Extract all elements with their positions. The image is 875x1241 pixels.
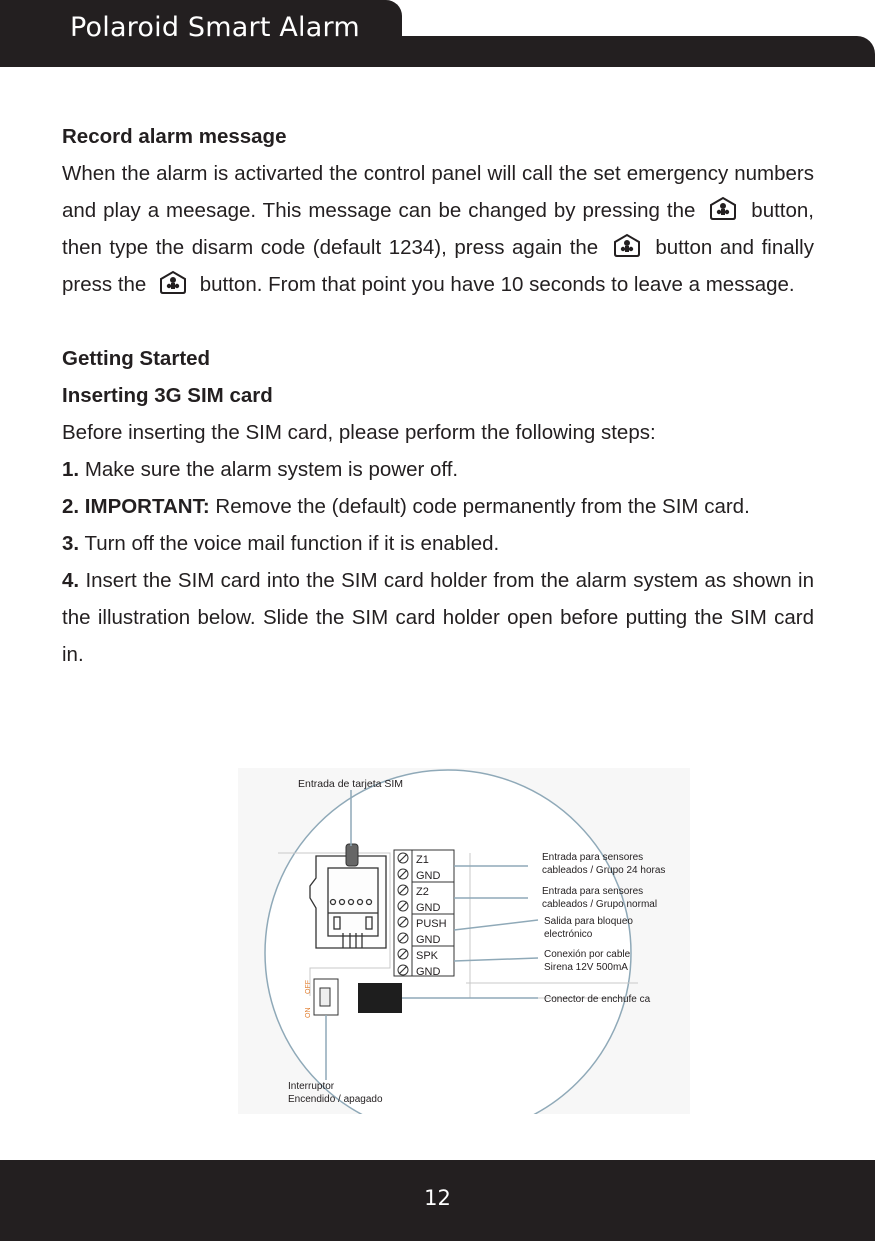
record-button-icon: [612, 232, 642, 258]
switch-label: Interruptor: [288, 1081, 335, 1092]
record-button-icon: [158, 269, 188, 295]
page-footer: [0, 1160, 875, 1241]
record-text-4: button. From that point you have 10 seconds to leave a message.: [199, 273, 795, 296]
record-text-1: When the alarm is activarted the control panel will call the set emergency numbers and play a meesage. This message can be changed by pressing the: [62, 162, 814, 222]
callout-label: cableados / Grupo 24 horas: [542, 865, 666, 876]
sim-diagram: [238, 768, 690, 1114]
step-text: Turn off the voice mail function if it is enabled.: [84, 532, 500, 555]
callout-label: electrónico: [544, 929, 593, 940]
step-number: 1.: [62, 458, 80, 481]
record-paragraph: [62, 155, 814, 303]
terminal-label: Z1: [416, 854, 429, 866]
step-text: Make sure the alarm system is power off.: [84, 458, 459, 481]
callout-label: Entrada para sensores: [542, 886, 644, 897]
switch-off-label: OFF: [305, 980, 312, 994]
getting-started-heading: Getting Started: [62, 347, 211, 370]
step-text: Remove the (default) code permanently from the SIM card.: [215, 495, 750, 518]
record-button-icon: [708, 195, 738, 221]
ac-connector: [358, 983, 402, 1013]
step-4: [62, 562, 814, 673]
terminal-label: GND: [416, 966, 441, 978]
step-3: [62, 525, 814, 562]
sim-slot-tab: [346, 844, 358, 866]
step-number: 2. IMPORTANT:: [62, 495, 210, 518]
step-number: 3.: [62, 532, 80, 555]
terminal-label: Z2: [416, 886, 429, 898]
callout-label: Entrada para sensores: [542, 852, 644, 863]
terminal-label: PUSH: [416, 918, 447, 930]
callout-label: Sirena 12V 500mA: [544, 962, 628, 973]
record-text-3: button and finally press the: [62, 236, 814, 296]
record-text-2: button, then type the disarm code (default 1234), press again the: [62, 199, 814, 259]
callout-label: Conector de enchufe ca: [544, 994, 651, 1005]
record-heading: Record alarm message: [62, 125, 287, 148]
terminal-label: GND: [416, 902, 441, 914]
sim-card-heading: Inserting 3G SIM card: [62, 384, 273, 407]
page-header: [0, 0, 875, 68]
callout-label: Conexión por cable: [544, 949, 631, 960]
step-number: 4.: [62, 569, 80, 592]
step-text: Insert the SIM card into the SIM card holder from the alarm system as shown in the illustration below. Slide the SIM card holder open before putting the SIM card in.: [62, 569, 814, 666]
intro-text: Before inserting the SIM card, please perform the following steps:: [62, 421, 656, 444]
sim-entry-label: Entrada de tarjeta SIM: [298, 778, 404, 790]
step-1: [62, 451, 814, 488]
callout-label: Salida para bloqueo: [544, 916, 633, 927]
step-2: [62, 488, 814, 525]
page-number: 12: [424, 1186, 451, 1210]
switch-label: Encendido / apagado: [288, 1094, 383, 1105]
terminal-label: SPK: [416, 950, 439, 962]
spacer: [62, 303, 814, 340]
terminal-label: GND: [416, 870, 441, 882]
terminal-label: GND: [416, 934, 441, 946]
callout-label: cableados / Grupo normal: [542, 899, 658, 910]
header-title: Polaroid Smart Alarm: [70, 12, 360, 43]
switch-on-label: ON: [305, 1007, 312, 1018]
page-content: [62, 118, 814, 673]
sim-card-holder: [310, 856, 386, 948]
